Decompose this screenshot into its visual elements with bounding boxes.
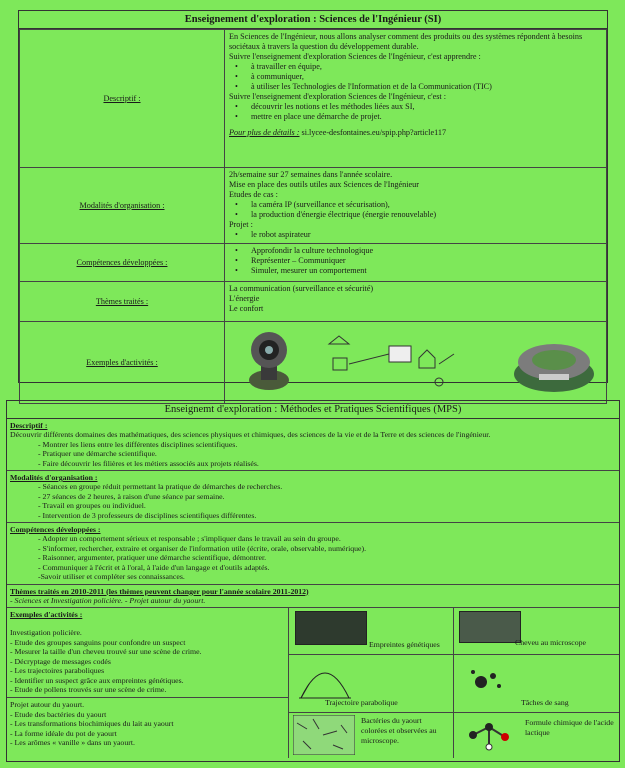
si-details-label: Pour plus de détails :	[229, 128, 300, 137]
si-modalites-content	[225, 168, 607, 244]
list-item: Etudes de cas :	[229, 190, 278, 199]
investigation-title: Investigation policière.	[10, 627, 82, 637]
empreintes-cell	[289, 608, 454, 655]
list-item: - Identifier un suspect grâce aux empreintes génétiques.	[10, 675, 184, 685]
molecule-image	[459, 715, 519, 755]
si-descriptif-intro: En Sciences de l'Ingénieur, nous allons analyser comment des produits ou des systèmes répondent à besoins sociétaux à travers la question du développement durable.	[229, 32, 583, 51]
list-item: - Mesurer la taille d'un cheveu trouvé sur une scène de crime.	[10, 647, 202, 657]
si-exemples-label: Exemples d'activités :	[20, 322, 225, 404]
list-item: • mettre en place une démarche de projet.	[229, 112, 602, 122]
robot-vacuum-image	[514, 344, 594, 392]
yaourt-title: Projet autour du yaourt.	[10, 700, 85, 710]
list-item: • à communiquer,	[229, 72, 602, 82]
mps-descriptif	[7, 419, 619, 471]
list-item: - Les arômes « vanille » dans un yaourt.	[10, 738, 135, 748]
list-item: - Décryptage de messages codés	[10, 656, 111, 666]
formule-cell	[453, 712, 619, 758]
si-learn-intro: Suivre l'enseignement d'exploration Sciences de l'Ingénieur, c'est apprendre :	[229, 52, 481, 61]
energy-diagram-image	[329, 336, 454, 386]
mps-competences-label: Compétences développées :	[10, 525, 101, 535]
si-competences-content	[225, 244, 607, 282]
list-item: - Montrer les liens entre les différentes disciplines scientifiques.	[38, 439, 238, 449]
mps-exemples-right	[289, 608, 619, 758]
mps-exemples-label: Exemples d'activités :	[10, 610, 83, 620]
si-descriptif-content	[225, 30, 607, 168]
mps-themes-value: - Sciences et Investigation policière. - Projet autour du yaourt.	[10, 595, 206, 605]
mps-exemples-left	[7, 608, 289, 758]
dna-gel-image	[295, 611, 367, 645]
mps-section	[6, 400, 620, 762]
list-item: - Etude des groupes sanguins pour confondre un suspect	[10, 637, 186, 647]
hair-microscope-image	[459, 611, 521, 643]
list-item: Le confort	[229, 304, 264, 313]
si-details-link[interactable]: si.lycee-desfontaines.eu/spip.php?article117	[301, 128, 447, 137]
formule-caption: Formule chimique de l'acide lactique	[525, 718, 614, 737]
si-exemples-images	[225, 322, 607, 404]
list-item: L'énergie	[229, 294, 260, 303]
empreintes-caption: Empreintes génétiques	[369, 640, 440, 650]
list-item: - Raisonner, argumenter, pratiquer une démarche scientifique, démontrer.	[38, 553, 267, 563]
mps-descriptif-label: Descriptif :	[10, 421, 48, 430]
list-item: - Faire découvrir les filières et les métiers associés aux projets réalisés.	[38, 458, 259, 468]
si-themes-label: Thèmes traités :	[20, 282, 225, 322]
list-item: - Communiquer à l'écrit et à l'oral, à l'aide d'un langage et d'outils adaptés.	[38, 562, 270, 572]
mps-themes	[7, 585, 619, 609]
mps-modalites-label: Modalités d'organisation :	[10, 473, 98, 483]
si-discover-intro: Suivre l'enseignement d'exploration Sciences de l'Ingénieur, c'est :	[229, 92, 447, 101]
mps-title: Enseignemt d'exploration : Méthodes et Pratiques Scientifiques (MPS)	[7, 401, 619, 419]
mps-modalites	[7, 471, 619, 523]
list-item: - 27 séances de 2 heures, à raison d'une séance par semaine.	[38, 491, 225, 501]
list-item: - Travail en groupes ou individuel.	[38, 501, 146, 511]
taches-caption: Tâches de sang	[521, 698, 569, 708]
taches-cell	[453, 654, 619, 713]
list-item: - S'informer, rechercher, extraire et organiser de l'information utile (écrite, orale, observable, numérique).	[38, 543, 367, 553]
blood-stain-image	[461, 658, 521, 698]
list-item: • la caméra IP (surveillance et sécurisation),	[229, 200, 602, 210]
si-table	[19, 29, 607, 404]
list-item: - Les trajectoires paraboliques	[10, 666, 105, 676]
si-title: Enseignement d'exploration : Sciences de l'Ingénieur (SI)	[19, 11, 607, 29]
mps-descriptif-intro: Découvrir différents domaines des mathématiques, des sciences physiques et chimiques, des sciences de la vie et de la Terre et des sciences de l'ingénieur.	[10, 430, 491, 440]
list-item: • la production d'énergie électrique (énergie renouvelable)	[229, 210, 602, 220]
list-item: • Simuler, mesurer un comportement	[229, 266, 602, 276]
list-item: -Savoir utiliser et compléter ses connaissances.	[38, 572, 185, 582]
mps-competences	[7, 523, 619, 584]
si-section	[18, 10, 608, 383]
list-item: - Intervention de 3 professeurs de disciplines scientifiques différentes.	[38, 510, 257, 520]
list-item: • le robot aspirateur	[229, 230, 602, 240]
si-projet-label: Projet :	[229, 220, 253, 229]
list-item: - Séances en groupe réduit permettant la pratique de démarches de recherches.	[38, 482, 283, 492]
list-item: La communication (surveillance et sécurité)	[229, 284, 374, 293]
list-item: Mise en place des outils utiles aux Sciences de l'Ingénieur	[229, 180, 419, 189]
list-item: • découvrir les notions et les méthodes liées aux SI,	[229, 102, 602, 112]
list-item: • à utiliser les Technologies de l'Information et de la Communication (TIC)	[229, 82, 602, 92]
si-themes-content	[225, 282, 607, 322]
list-item: - Pratiquer une démarche scientifique.	[38, 449, 157, 459]
si-descriptif-label: Descriptif :	[20, 30, 225, 168]
trajectoire-caption: Trajectoire parabolique	[325, 698, 398, 708]
bacteria-image	[293, 715, 355, 755]
si-modalites-label: Modalités d'organisation :	[20, 168, 225, 244]
yaourt-block	[7, 697, 288, 748]
list-item: - La forme idéale du pot de yaourt	[10, 728, 117, 738]
mps-themes-label: Thèmes traités en 2010-2011 (les thèmes peuvent changer pour l'année scolaire 2011-2012)	[10, 586, 309, 596]
list-item: - Etude des bactéries du yaourt	[10, 709, 107, 719]
ip-camera-image	[249, 332, 289, 390]
bacteries-caption: Bactéries du yaourt colorées et observées au microscope.	[361, 716, 437, 745]
list-item: - Adopter un comportement sérieux et responsable ; s'impliquer dans le travail au sein du groupe.	[38, 534, 341, 544]
trajectoire-cell	[289, 654, 454, 713]
cheveu-cell	[453, 608, 619, 655]
list-item: • Représenter – Communiquer	[229, 256, 602, 266]
si-competences-label: Compétences développées :	[20, 244, 225, 282]
mps-exemples	[7, 608, 619, 758]
list-item: • Approfondir la culture technologique	[229, 246, 602, 256]
list-item: - Etude de pollens trouvés sur une scène de crime.	[10, 685, 167, 695]
si-details	[229, 128, 602, 138]
list-item: 2h/semaine sur 27 semaines dans l'année scolaire.	[229, 170, 393, 179]
si-example-pictures	[229, 324, 609, 398]
list-item: - Les transformations biochimiques du lait au yaourt	[10, 719, 174, 729]
bacteries-cell	[289, 712, 454, 758]
list-item: • à travailler en équipe,	[229, 62, 602, 72]
cheveu-caption: Cheveu au microscope	[515, 638, 587, 648]
